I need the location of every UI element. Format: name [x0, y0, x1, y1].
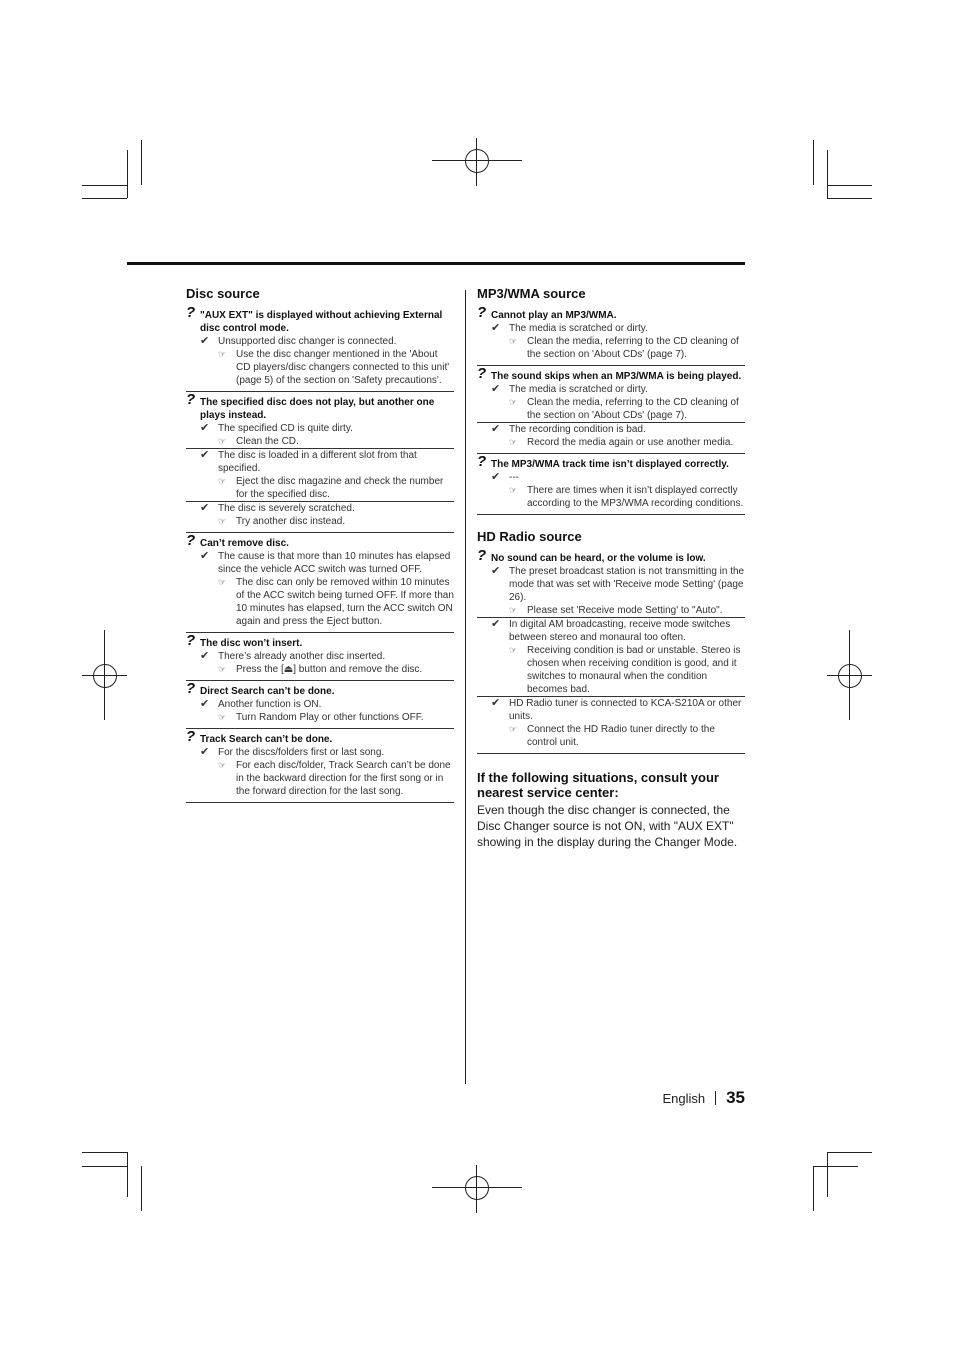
remedy-item — [186, 759, 454, 798]
check-mark-icon: ✔ — [200, 335, 210, 347]
consult-title: If the following situations, consult your nearest service center: — [477, 770, 719, 800]
question-text: "AUX EXT" is displayed without achieving External disc control mode. — [200, 310, 443, 334]
pointing-hand-icon: ☞ — [218, 436, 227, 446]
remedy-item — [477, 604, 745, 617]
check-mark-icon: ✔ — [200, 698, 210, 710]
cause-item — [186, 448, 454, 475]
left-column — [186, 286, 454, 807]
problem-item — [186, 632, 454, 681]
footer-divider — [715, 1091, 716, 1105]
cause-item — [186, 650, 454, 663]
remedy-item — [186, 435, 454, 448]
pointing-hand-icon: ☞ — [218, 664, 227, 674]
remedy-text: Clean the CD. — [236, 436, 299, 447]
pointing-hand-icon: ☞ — [509, 397, 518, 407]
cause-text: Unsupported disc changer is connected. — [218, 336, 397, 347]
cause-text: The disc is severely scratched. — [218, 503, 355, 514]
problem-item — [186, 680, 454, 729]
question-mark-icon: ? — [186, 632, 196, 649]
problem-question — [477, 547, 745, 565]
page-footer — [600, 1088, 745, 1108]
remedy-item — [186, 348, 454, 387]
remedy-text: Turn Random Play or other functions OFF. — [236, 712, 424, 723]
cause-text: There’s already another disc inserted. — [218, 651, 386, 662]
question-mark-icon: ? — [186, 304, 196, 321]
cause-item — [477, 696, 745, 723]
question-mark-icon: ? — [186, 532, 196, 549]
problem-item — [477, 304, 745, 366]
cause-text: The media is scratched or dirty. — [509, 384, 648, 395]
remedy-item — [477, 484, 745, 510]
check-mark-icon: ✔ — [491, 565, 501, 577]
cause-text: The recording condition is bad. — [509, 424, 646, 435]
remedy-text: Try another disc instead. — [236, 516, 346, 527]
remedy-item — [477, 396, 745, 422]
problem-question — [186, 304, 454, 335]
remedy-item — [186, 663, 454, 676]
problem-item — [477, 365, 745, 454]
remedy-item — [477, 436, 745, 449]
cause-item — [477, 471, 745, 484]
cause-item — [186, 335, 454, 348]
pointing-hand-icon: ☞ — [218, 760, 227, 770]
cause-text: The preset broadcast station is not transmitting in the mode that was set with 'Receive mode Setting' (page 26). — [509, 566, 745, 603]
cause-item — [477, 617, 745, 644]
remedy-text: Press the [⏏] button and remove the disc. — [236, 664, 423, 675]
remedy-text: Clean the media, referring to the CD cleaning of the section on 'About CDs' (page 7). — [527, 336, 739, 360]
right-column — [477, 286, 745, 850]
problem-list — [477, 304, 745, 515]
cause-text: In digital AM broadcasting, receive mode switches between stereo and monaural too often. — [509, 619, 731, 643]
problem-question — [477, 453, 745, 471]
question-text: The sound skips when an MP3/WMA is being played. — [491, 371, 742, 382]
question-mark-icon: ? — [477, 547, 487, 564]
pointing-hand-icon: ☞ — [509, 437, 518, 447]
remedy-text: The disc can only be removed within 10 minutes of the ACC switch being turned OFF. If more than 10 minutes has elapsed, turn the ACC switch ON again and press the Eject button. — [236, 577, 454, 627]
problem-list — [186, 304, 454, 803]
section-title: Disc source — [186, 286, 260, 301]
cause-item — [186, 698, 454, 711]
question-mark-icon: ? — [186, 391, 196, 408]
check-mark-icon: ✔ — [491, 423, 501, 435]
consult-body: Even though the disc changer is connected, the Disc Changer source is not ON, with "AUX EXT" showing in the display during the Changer Mode. — [477, 803, 738, 849]
remedy-text: Please set 'Receive mode Setting' to "Auto". — [527, 605, 723, 616]
problem-question — [186, 532, 454, 550]
problem-list — [477, 547, 745, 754]
consult-section — [477, 770, 745, 850]
pointing-hand-icon: ☞ — [509, 645, 518, 655]
section-title: HD Radio source — [477, 529, 582, 544]
problem-question — [186, 680, 454, 698]
check-mark-icon: ✔ — [491, 618, 501, 630]
remedy-item — [186, 475, 454, 501]
cause-item — [186, 422, 454, 435]
question-mark-icon: ? — [186, 680, 196, 697]
cause-text: --- — [509, 472, 519, 483]
remedy-text: Connect the HD Radio tuner directly to the control unit. — [527, 724, 715, 748]
problem-question — [477, 304, 745, 322]
problem-item — [186, 391, 454, 533]
remedy-text: Use the disc changer mentioned in the 'About CD players/disc changers connected to this unit' (page 5) of the section on 'Safety precautions'. — [236, 349, 450, 386]
disc-source-section — [186, 286, 454, 803]
problem-question — [477, 365, 745, 383]
problem-question — [186, 632, 454, 650]
check-mark-icon: ✔ — [200, 550, 210, 562]
cause-text: Another function is ON. — [218, 699, 322, 710]
question-text: No sound can be heard, or the volume is low. — [491, 553, 706, 564]
question-mark-icon: ? — [477, 453, 487, 470]
pointing-hand-icon: ☞ — [218, 516, 227, 526]
problem-question — [186, 391, 454, 422]
pointing-hand-icon: ☞ — [218, 476, 227, 486]
cause-item — [477, 383, 745, 396]
remedy-text: Clean the media, referring to the CD cleaning of the section on 'About CDs' (page 7). — [527, 397, 739, 421]
question-mark-icon: ? — [477, 365, 487, 382]
cause-item — [186, 746, 454, 759]
section-title: MP3/WMA source — [477, 286, 586, 301]
pointing-hand-icon: ☞ — [509, 605, 518, 615]
cause-text: The specified CD is quite dirty. — [218, 423, 353, 434]
remedy-item — [477, 644, 745, 696]
pointing-hand-icon: ☞ — [509, 485, 518, 495]
pointing-hand-icon: ☞ — [218, 349, 227, 359]
cause-text: HD Radio tuner is connected to KCA-S210A or other units. — [509, 698, 742, 722]
cause-item — [477, 422, 745, 436]
question-text: Track Search can’t be done. — [200, 734, 333, 745]
check-mark-icon: ✔ — [491, 383, 501, 395]
remedy-text: Eject the disc magazine and check the number for the specified disc. — [236, 476, 444, 500]
remedy-text: For each disc/folder, Track Search can’t be done in the backward direction for the first song or in the forward direction for the last song. — [236, 760, 451, 797]
footer-language: English — [662, 1091, 706, 1106]
pointing-hand-icon: ☞ — [509, 724, 518, 734]
remedy-item — [477, 335, 745, 361]
cause-text: The cause is that more than 10 minutes has elapsed since the vehicle ACC switch was turned OFF. — [218, 551, 451, 575]
problem-item — [477, 547, 745, 754]
check-mark-icon: ✔ — [200, 502, 210, 514]
cause-item — [186, 501, 454, 515]
remedy-item — [186, 576, 454, 628]
check-mark-icon: ✔ — [491, 471, 501, 483]
remedy-text: There are times when it isn’t displayed correctly according to the MP3/WMA recording conditions. — [527, 485, 744, 509]
pointing-hand-icon: ☞ — [218, 712, 227, 722]
remedy-text: Receiving condition is bad or unstable. Stereo is chosen when receiving condition is good, and it switches to monaural when the condition becomes bad. — [527, 645, 741, 695]
cause-text: The disc is loaded in a different slot from that specified. — [218, 450, 417, 474]
cause-item — [186, 550, 454, 576]
remedy-item — [186, 711, 454, 724]
question-text: The disc won’t insert. — [200, 638, 303, 649]
column-divider — [465, 290, 466, 1084]
mp3-source-section — [477, 286, 745, 515]
pointing-hand-icon: ☞ — [509, 336, 518, 346]
question-text: Can’t remove disc. — [200, 538, 289, 549]
pointing-hand-icon: ☞ — [218, 577, 227, 587]
check-mark-icon: ✔ — [200, 650, 210, 662]
question-mark-icon: ? — [477, 304, 487, 321]
problem-item — [186, 532, 454, 633]
cause-item — [477, 565, 745, 604]
check-mark-icon: ✔ — [200, 449, 210, 461]
question-text: Direct Search can’t be done. — [200, 686, 335, 697]
header-rule — [127, 262, 745, 265]
page-number: 35 — [726, 1088, 745, 1107]
hd-source-section — [477, 529, 745, 754]
cause-item — [477, 322, 745, 335]
question-mark-icon: ? — [186, 728, 196, 745]
question-text: The MP3/WMA track time isn’t displayed correctly. — [491, 459, 729, 470]
remedy-item — [477, 723, 745, 749]
problem-item — [186, 728, 454, 803]
problem-item — [477, 453, 745, 515]
check-mark-icon: ✔ — [200, 422, 210, 434]
problem-item — [186, 304, 454, 392]
cause-text: For the discs/folders first or last song. — [218, 747, 385, 758]
cause-text: The media is scratched or dirty. — [509, 323, 648, 334]
problem-question — [186, 728, 454, 746]
check-mark-icon: ✔ — [491, 322, 501, 334]
remedy-item — [186, 515, 454, 528]
check-mark-icon: ✔ — [491, 697, 501, 709]
check-mark-icon: ✔ — [200, 746, 210, 758]
remedy-text: Record the media again or use another media. — [527, 437, 734, 448]
question-text: Cannot play an MP3/WMA. — [491, 310, 617, 321]
question-text: The specified disc does not play, but another one plays instead. — [200, 397, 435, 421]
